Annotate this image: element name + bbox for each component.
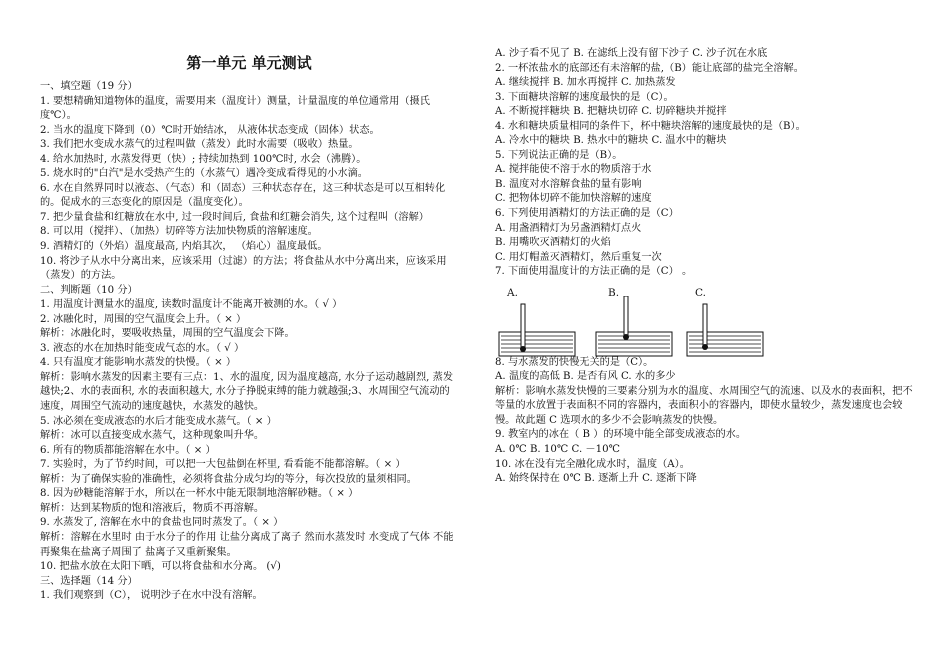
text-line: B. 用嘴吹灭酒精灯的火焰 <box>495 237 611 249</box>
text-line: 3. 液态的水在加热时能变成气态的水。（ √ ） <box>40 342 245 354</box>
text-line: 8. 因为砂糖能溶解于水，所以在一杯水中能无限制地溶解砂糖。（ × ） <box>40 488 359 500</box>
right-lines-top <box>495 47 913 280</box>
page-title: 第一单元 单元测试 <box>186 54 312 72</box>
text-line: 2. 当水的温度下降到（0）℃时开始结冰， 从液体状态变成（固体）状态。 <box>40 124 380 136</box>
text-line: 解析：影响水蒸发的因素主要有三点：1、水的温度, 因为温度越高, 水分子运动越剧烈, 蒸发越快;2、水的表面积, 水的表面积越大, 水分子挣脱束缚的能力就越强;3、水周围空气流动的速度，周围空气流动的速度越快，水蒸发的越快。 <box>40 371 454 413</box>
text-line: 4. 只有温度才能影响水蒸发的快慢。（ × ） <box>40 357 237 369</box>
text-line: 1. 用温度计测量水的温度, 读数时温度计不能离开被测的水。（ √ ） <box>40 299 343 311</box>
text-line: 9. 水蒸发了, 溶解在水中的食盐也同时蒸发了。（ × ） <box>40 517 284 529</box>
text-line: 解析：溶解在水里时 由于水分子的作用 让盐分离成了离子 然而水蒸发时 水变成了气体 不能再聚集在盐离子周围了 盐离子又重新聚集。 <box>40 531 454 558</box>
text-line: 解析：达到某物质的饱和溶液后，物质不再溶解。 <box>40 502 265 514</box>
text-line: A. 用盏酒精灯为另盏酒精灯点火 <box>495 222 642 234</box>
text-line: 6. 所有的物质都能溶解在水中。（ × ） <box>40 444 216 456</box>
text-line: 7. 下面使用温度计的方法正确的是（C） 。 <box>495 266 693 278</box>
text-line: A. 不断搅拌糖块 B. 把糖块切碎 C. 切碎糖块并搅拌 <box>495 106 727 118</box>
text-line: 3. 我们把水变成水蒸气的过程叫做（蒸发）此时水需要（吸收）热量。 <box>40 139 359 151</box>
water-a-lines <box>501 336 573 352</box>
text-line: 1. 我们观察到（C）， 说明沙子在水中没有溶解。 <box>40 590 263 602</box>
text-line: 3. 下面糖块溶解的速度最快的是（C）。 <box>495 91 674 103</box>
thermometer-c-bulb <box>702 344 708 350</box>
text-line: 一、填空题（19 分） <box>40 81 138 92</box>
text-line: 6. 水在自然界同时以液态、（气态）和（固态）三种状态存在，这三种状态是可以互相转化的。促成水的三态变化的原因是（温度变化）。 <box>40 182 446 209</box>
text-line: 7. 把少量食盐和红糖放在水中, 过一段时间后, 食盐和红糖会消失, 这个过程叫（溶解） <box>40 211 429 223</box>
section-heading: 二、判断题（10 分） <box>40 284 138 296</box>
text-line: 10. 将沙子从水中分离出来，应该采用（过滤）的方法；将食盐从水中分离出来，应该采用（蒸发）的方法。 <box>40 255 447 282</box>
text-line: C. 把物体切碎不能加快溶解的速度 <box>495 193 652 205</box>
beaker-b-figure <box>592 296 678 358</box>
text-line: 9. 酒精灯的（外焰）温度最高, 内焰其次， （焰心）温度最低。 <box>40 241 328 253</box>
text-line: 5. 冰必须在变成液态的水后才能变成水蒸气。（ × ） <box>40 415 277 427</box>
left-lines <box>40 80 458 604</box>
right-column <box>495 47 913 487</box>
text-line: A. 继续搅拌 B. 加水再搅拌 C. 加热蒸发 <box>495 77 676 89</box>
text-line: 解析：影响水蒸发快慢的三要素分别为水的温度、水周围空气的流速、以及水的表面积，把不等量的水放置于表面积不同的容器内，表面积小的容器内，即使水量较少，蒸发速度也会较慢。故此题 C 选项水的多少不会影响蒸发的快慢。 <box>495 385 913 426</box>
thermometer-b <box>624 296 628 336</box>
text-line: A. 搅拌能使不溶于水的物质溶于水 <box>495 164 652 176</box>
thermometer-figures <box>495 286 913 356</box>
thermometer-b-bulb <box>623 334 629 340</box>
thermometer-c <box>703 304 707 348</box>
text-line: A. 始终保持在 0℃ B. 逐渐上升 C. 逐渐下降 <box>495 473 697 485</box>
text-line: 10. 把盐水放在太阳下晒，可以将食盐和水分离。 (√) <box>40 561 281 573</box>
text-line: 2. 冰融化时，周围的空气温度会上升。（ × ） <box>40 313 247 325</box>
text-line: C. 用灯帽盖灭酒精灯，然后重复一次 <box>495 251 662 263</box>
text-line: A. 沙子看不见了 B. 在滤纸上没有留下沙子 C. 沙子沉在水底 <box>495 48 768 59</box>
text-line: 7. 实验时，为了节约时间，可以把一大包盐倒在杯里, 看看能不能都溶解。（ × ） <box>40 459 406 471</box>
water-b-lines <box>598 336 670 352</box>
thermometer-a <box>521 304 525 348</box>
text-line: 解析：为了确保实验的准确性，必须将食盐分成匀均的等分，每次投放的量须相同。 <box>40 473 417 485</box>
text-line: 9. 教室内的冰在（ B ）的环境中能全部变成液态的水。 <box>495 429 747 441</box>
right-lines-bottom <box>495 356 913 487</box>
text-line: 5. 下列说法正确的是（B）。 <box>495 149 623 161</box>
text-line: 解析：冰可以直接变成水蒸气，这种现象叫升华。 <box>40 430 265 442</box>
figure-label-c: C. <box>695 286 706 299</box>
beaker-c-figure <box>683 296 769 358</box>
text-line: 4. 给水加热时, 水蒸发得更（快）; 持续加热到 100℃时, 水会（沸腾）。 <box>40 153 367 165</box>
figure-label-a: A. <box>507 286 518 299</box>
text-line: 1. 要想精确知道物体的温度，需要用来（温度计）测量，计量温度的单位通常用（摄氏度℃）。 <box>40 95 430 122</box>
text-line: 6. 下列使用酒精灯的方法正确的是（C） <box>495 208 679 220</box>
text-line: A. 冷水中的糖块 B. 热水中的糖块 C. 温水中的糖块 <box>495 135 727 147</box>
text-line: B. 温度对水溶解食盐的量有影响 <box>495 178 642 190</box>
text-line: 4. 水和糖块质量相同的条件下，杯中糖块溶解的速度最快的是（B）。 <box>495 120 806 132</box>
text-line: 10. 冰在没有完全融化成水时，温度（A）。 <box>495 458 690 470</box>
text-line: 解析：冰融化时，要吸收热量，周围的空气温度会下降。 <box>40 328 295 340</box>
text-line: A. 温度的高低 B. 是否有风 C. 水的多少 <box>495 371 676 383</box>
text-line: 8. 可以用（搅拌）、（加热）切碎等方法加快物质的溶解速度。 <box>40 226 318 238</box>
text-line: 8. 与水蒸发的快慢无关的是（C）。 <box>495 356 654 368</box>
beaker-a-figure <box>495 296 581 358</box>
water-c-lines <box>689 336 761 352</box>
text-line: 5. 烧水时的"白汽"是水受热产生的（水蒸气）遇冷变成看得见的小水滴。 <box>40 168 368 180</box>
left-column <box>40 0 458 604</box>
figure-label-b: B. <box>608 286 620 299</box>
text-line: A. 0℃ B. 10℃ C. －10℃ <box>495 444 620 456</box>
section-heading: 三、选择题（14 分） <box>40 575 138 587</box>
thermometer-a-bulb <box>520 346 526 352</box>
text-line: 2. 一杯浓盐水的底部还有未溶解的盐,（B）能让底部的盐完全溶解。 <box>495 62 804 74</box>
